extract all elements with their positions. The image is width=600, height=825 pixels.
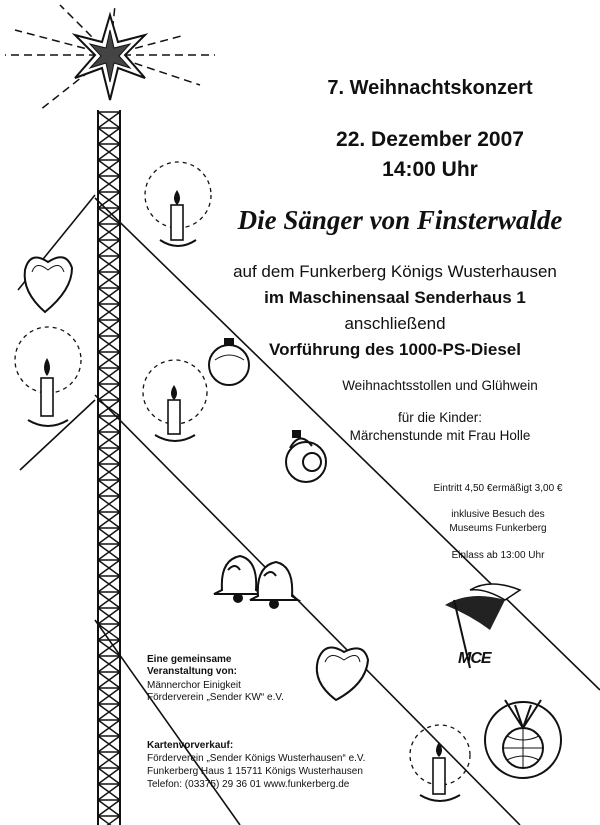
mast-lattice-segment: [98, 288, 120, 304]
candle-icon: [145, 162, 211, 246]
mast-lattice-segment: [98, 528, 120, 544]
radio-museum-seal: [485, 700, 561, 778]
organizer-name: Männerchor Einigkeit: [147, 680, 241, 691]
mast-lattice-segment: [98, 608, 120, 624]
mast-lattice-segment: [98, 704, 120, 720]
mast-lattice-segment: [98, 352, 120, 368]
mast-lattice-segment: [98, 576, 120, 592]
mast-lattice-segment: [98, 192, 120, 208]
candle-icon: [410, 725, 470, 801]
mast-lattice-segment: [98, 640, 120, 656]
mast-lattice-segment: [98, 560, 120, 576]
mast-lattice-segment: [98, 768, 120, 784]
mast-lattice-segment: [98, 816, 120, 825]
mast-lattice-segment: [98, 496, 120, 512]
mast-lattice-segment: [98, 784, 120, 800]
tickets-line: Förderverein „Sender Königs Wusterhausen“ e.V.: [147, 753, 366, 764]
tickets-heading: Kartenvorverkauf:: [147, 740, 234, 751]
gingerbread-heart-icon: [25, 257, 72, 312]
mast-lattice-segment: [98, 544, 120, 560]
organizers-heading: Veranstaltung von:: [147, 666, 238, 677]
mast-lattice-segment: [98, 432, 120, 448]
mast-lattice-segment: [98, 320, 120, 336]
includes-line: inklusive Besuch des: [451, 509, 545, 520]
mast-lattice-segment: [98, 128, 120, 144]
doors-line: Einlass ab 13:00 Uhr: [451, 550, 545, 561]
mast-lattice-segment: [98, 656, 120, 672]
venue-line: auf dem Funkerberg Königs Wusterhausen: [233, 262, 557, 281]
mast-lattice-segment: [98, 384, 120, 400]
mast-lattice-segment: [98, 464, 120, 480]
mast-lattice-segment: [98, 272, 120, 288]
mast-lattice-segment: [98, 752, 120, 768]
mast-lattice-segment: [98, 240, 120, 256]
kids-line: Märchenstunde mit Frau Holle: [349, 428, 531, 443]
mast-lattice-segment: [98, 256, 120, 272]
mast-lattice-segment: [98, 800, 120, 816]
includes-line: Museums Funkerberg: [449, 523, 547, 534]
mast-lattice-segment: [98, 400, 120, 416]
mast-lattice-segment: [98, 112, 120, 128]
hall-line: im Maschinensaal Senderhaus 1: [264, 288, 526, 307]
mast-lattice-segment: [98, 224, 120, 240]
mast-lattice-segment: [98, 208, 120, 224]
candle-icon: [143, 360, 207, 441]
mast-lattice-segment: [98, 160, 120, 176]
mast-lattice-segment: [98, 176, 120, 192]
mast-lattice-segment: [98, 480, 120, 496]
mast-lattice-segment: [98, 720, 120, 736]
christmas-star-icon: [75, 15, 145, 100]
organizer-name: Förderverein „Sender KW“ e.V.: [147, 692, 284, 703]
gingerbread-heart-icon: [317, 648, 368, 701]
organizers-heading: Eine gemeinsame: [147, 654, 232, 665]
demonstration-line: Vorführung des 1000-PS-Diesel: [269, 340, 521, 359]
mast-lattice-segment: [98, 688, 120, 704]
stollen-line: Weihnachtsstollen und Glühwein: [342, 378, 538, 393]
concert-title: 7. Weihnachtskonzert: [327, 77, 533, 99]
kids-line: für die Kinder:: [397, 410, 483, 425]
mast-lattice-segment: [98, 304, 120, 320]
radio-mast: [98, 110, 120, 825]
mast-lattice-segment: [98, 416, 120, 432]
candle-icon: [15, 327, 81, 426]
mast-lattice-segment: [98, 448, 120, 464]
tickets-line: Telefon: (03375) 29 36 01 www.funkerberg.de: [147, 779, 350, 790]
mast-lattice-segment: [98, 512, 120, 528]
mce-logo-text: MCE: [458, 650, 491, 667]
tickets-line: Funkerberg Haus 1 15711 Königs Wusterhausen: [147, 766, 363, 777]
mast-lattice-segment: [98, 144, 120, 160]
mast-lattice-segment: [98, 592, 120, 608]
concert-time: 14:00 Uhr: [382, 158, 478, 181]
concert-date: 22. Dezember 2007: [336, 128, 524, 151]
mast-lattice-segment: [98, 368, 120, 384]
mast-lattice-segment: [98, 336, 120, 352]
mast-lattice-segment: [98, 624, 120, 640]
price-line: Eintritt 4,50 €ermäßigt 3,00 €: [433, 483, 563, 494]
then-line: anschließend: [344, 314, 446, 333]
mast-lattice-segment: [98, 672, 120, 688]
performer-name: Die Sänger von Finsterwalde: [237, 205, 563, 235]
mast-lattice-segment: [98, 736, 120, 752]
bells-icon: [214, 556, 298, 608]
